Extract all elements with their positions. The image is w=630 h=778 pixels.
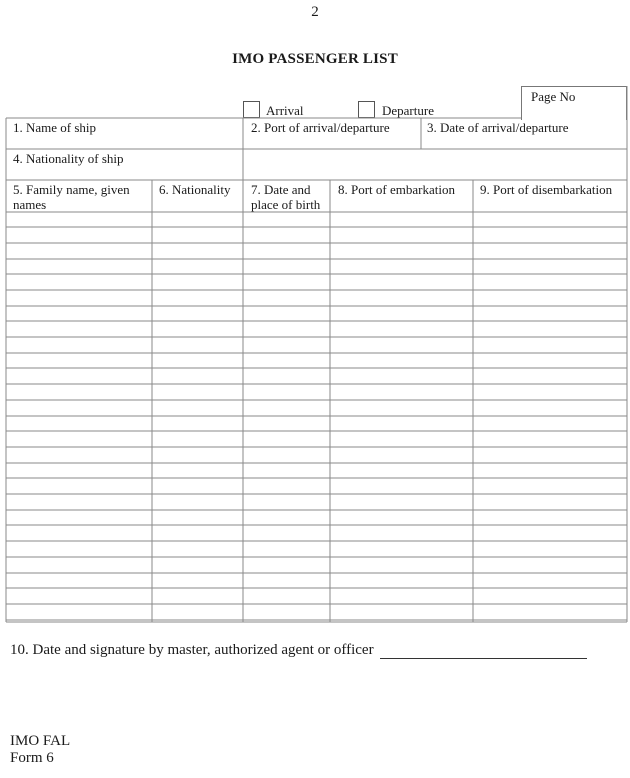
passenger-entry-row[interactable] bbox=[6, 337, 627, 352]
passenger-entry-row[interactable] bbox=[6, 541, 627, 556]
passenger-entry-row[interactable] bbox=[6, 525, 627, 540]
port-input[interactable] bbox=[246, 135, 420, 148]
arrival-checkbox[interactable] bbox=[243, 101, 260, 118]
nationality-of-ship-input[interactable] bbox=[246, 151, 626, 179]
passenger-entry-row[interactable] bbox=[6, 604, 627, 619]
passenger-entry-row[interactable] bbox=[6, 353, 627, 368]
column-header-port-of-disembarkation: 9. Port of disembarkation bbox=[480, 182, 613, 197]
page-number: 2 bbox=[311, 4, 319, 20]
name-of-ship-input[interactable] bbox=[8, 135, 242, 148]
field-date-arrival-departure: 3. Date of arrival/departure bbox=[427, 120, 569, 135]
passenger-entry-row[interactable] bbox=[6, 416, 627, 431]
passenger-entry-row[interactable] bbox=[6, 227, 627, 242]
passenger-entry-row[interactable] bbox=[6, 494, 627, 509]
passenger-entry-row[interactable] bbox=[6, 306, 627, 321]
passenger-entry-row[interactable] bbox=[6, 259, 627, 274]
document-title: IMO PASSENGER LIST bbox=[232, 51, 398, 67]
passenger-entry-row[interactable] bbox=[6, 557, 627, 572]
column-header-date-place-of-birth bbox=[251, 182, 325, 212]
signature-label: 10. Date and signature by master, authorized agent or officer bbox=[10, 642, 374, 658]
passenger-entry-row[interactable] bbox=[6, 573, 627, 588]
field-nationality-of-ship: 4. Nationality of ship bbox=[13, 151, 124, 166]
signature-field[interactable] bbox=[380, 643, 587, 659]
passenger-entry-row[interactable] bbox=[6, 384, 627, 399]
field-name-of-ship: 1. Name of ship bbox=[13, 120, 97, 135]
passenger-entry-row[interactable] bbox=[6, 274, 627, 289]
passenger-entry-row[interactable] bbox=[6, 463, 627, 478]
passenger-entry-row[interactable] bbox=[6, 321, 627, 336]
page-no-label: Page No bbox=[531, 89, 576, 104]
passenger-entry-row[interactable] bbox=[6, 447, 627, 462]
footer-line-2: Form 6 bbox=[10, 750, 54, 766]
field-port-arrival-departure: 2. Port of arrival/departure bbox=[251, 120, 390, 135]
column-header-port-of-embarkation: 8. Port of embarkation bbox=[338, 182, 455, 197]
passenger-entry-row[interactable] bbox=[6, 400, 627, 415]
departure-checkbox[interactable] bbox=[358, 101, 375, 118]
passenger-entry-row[interactable] bbox=[6, 431, 627, 446]
signature-line bbox=[10, 642, 587, 659]
passenger-entry-row[interactable] bbox=[6, 290, 627, 305]
column-header-family-name-line1: 5. Family name, given bbox=[13, 182, 130, 197]
passenger-entry-row[interactable] bbox=[6, 368, 627, 383]
column-header-dob-line1: 7. Date and bbox=[251, 182, 311, 197]
date-input[interactable] bbox=[424, 135, 626, 148]
column-header-nationality: 6. Nationality bbox=[159, 182, 231, 197]
departure-label: Departure bbox=[382, 103, 434, 118]
arrival-label: Arrival bbox=[266, 103, 304, 118]
passenger-entry-row[interactable] bbox=[6, 588, 627, 603]
column-header-family-name-line2: names bbox=[13, 197, 47, 212]
column-header-dob-line2: place of birth bbox=[251, 197, 321, 212]
page-no-box[interactable] bbox=[521, 86, 627, 120]
passenger-entry-row[interactable] bbox=[6, 212, 627, 227]
form-footer bbox=[10, 733, 70, 767]
passenger-entry-row[interactable] bbox=[6, 478, 627, 493]
column-header-family-name bbox=[13, 182, 147, 212]
footer-line-1: IMO FAL bbox=[10, 733, 71, 749]
passenger-entry-row[interactable] bbox=[6, 243, 627, 258]
passenger-entry-row[interactable] bbox=[6, 510, 627, 525]
